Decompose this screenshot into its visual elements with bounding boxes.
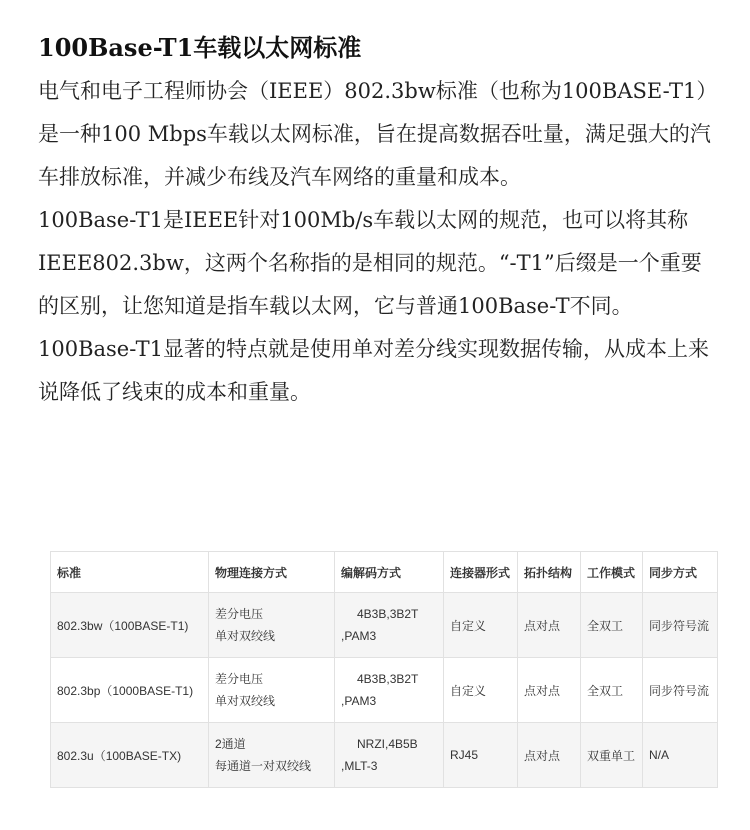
table-row	[51, 593, 718, 658]
cell-sync: 同步符号流	[643, 658, 718, 723]
table-header-row	[51, 552, 718, 593]
cell-codec	[335, 658, 444, 723]
header-sync: 同步方式	[643, 552, 718, 593]
paragraph-feature: 100Base-T1显著的特点就是使用单对差分线实现数据传输，从成本上来说降低了线束的成本和重量。	[38, 337, 709, 404]
cell-physical-line: 每通道一对双绞线	[215, 759, 312, 773]
cell-connector: 自定义	[444, 593, 518, 658]
cell-codec-line: ,MLT-3	[341, 759, 378, 773]
cell-standard: 802.3u（100BASE-TX)	[51, 723, 209, 788]
spec-table	[50, 551, 718, 788]
cell-mode: 双重单工	[581, 723, 643, 788]
cell-physical-line: 差分电压	[215, 672, 264, 686]
header-topology: 拓扑结构	[518, 552, 581, 593]
cell-codec-line: ,PAM3	[341, 694, 377, 708]
cell-codec	[335, 723, 444, 788]
cell-connector: 自定义	[444, 658, 518, 723]
cell-topology: 点对点	[518, 723, 581, 788]
header-mode: 工作模式	[581, 552, 643, 593]
cell-mode: 全双工	[581, 658, 643, 723]
cell-topology: 点对点	[518, 658, 581, 723]
cell-standard: 802.3bp（1000BASE-T1)	[51, 658, 209, 723]
cell-codec-line: ,PAM3	[341, 629, 377, 643]
cell-sync: 同步符号流	[643, 593, 718, 658]
cell-codec-line: 4B3B,3B2T	[357, 607, 419, 621]
cell-codec	[335, 593, 444, 658]
article	[38, 0, 718, 414]
cell-physical-line: 单对双绞线	[215, 694, 276, 708]
cell-sync: N/A	[643, 723, 718, 788]
cell-connector: RJ45	[444, 723, 518, 788]
cell-physical	[209, 593, 335, 658]
cell-physical-line: 单对双绞线	[215, 629, 276, 643]
header-standard: 标准	[51, 552, 209, 593]
spec-table-container	[50, 551, 717, 788]
header-codec: 编解码方式	[335, 552, 444, 593]
header-connector: 连接器形式	[444, 552, 518, 593]
cell-mode: 全双工	[581, 593, 643, 658]
cell-codec-line: 4B3B,3B2T	[357, 672, 419, 686]
paragraph-naming: 100Base-T1是IEEE针对100Mb/s车载以太网的规范，也可以将其称IEEE802.3bw，这两个名称指的是相同的规范。“-T1”后缀是一个重要的区别，让您知道是指车载以太网，它与普通100Base-T不同。	[38, 208, 702, 318]
cell-physical-line: 2通道	[215, 737, 246, 751]
header-physical: 物理连接方式	[209, 552, 335, 593]
cell-physical	[209, 658, 335, 723]
article-title: 100Base-T1车载以太网标准	[38, 33, 362, 62]
table-row	[51, 658, 718, 723]
cell-physical	[209, 723, 335, 788]
cell-codec-line: NRZI,4B5B	[357, 737, 418, 751]
cell-standard: 802.3bw（100BASE-T1)	[51, 593, 209, 658]
paragraph-intro: 电气和电子工程师协会（IEEE）802.3bw标准（也称为100BASE-T1）是一种100 Mbps车载以太网标准，旨在提高数据吞吐量，满足强大的汽车排放标准，并减少布线及汽车网络的重量和成本。	[38, 79, 718, 189]
cell-physical-line: 差分电压	[215, 607, 264, 621]
table-row	[51, 723, 718, 788]
cell-topology: 点对点	[518, 593, 581, 658]
